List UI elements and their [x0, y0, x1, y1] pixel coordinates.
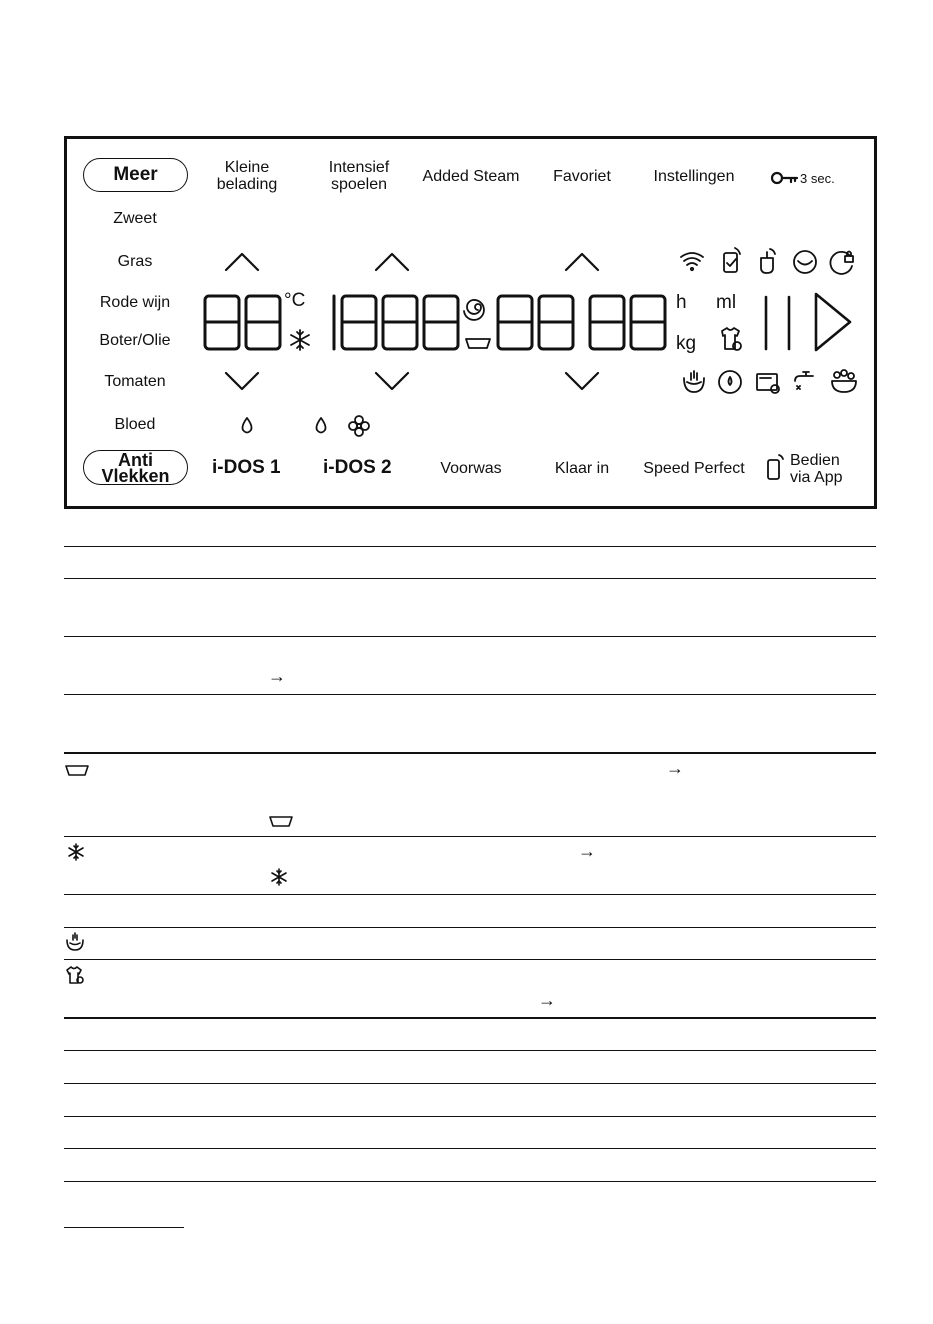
bedien-line1: Bedien	[790, 452, 840, 469]
table-arrow: →	[578, 841, 596, 861]
temp-unit: °C	[284, 290, 306, 311]
prewash-tub-icon	[66, 766, 88, 775]
kg-unit: kg	[676, 333, 697, 354]
favoriet-button[interactable]: Favoriet	[553, 168, 611, 185]
kleine-belading-line2: belading	[216, 176, 278, 193]
anti-vlekken-line2: Vlekken	[101, 466, 170, 486]
speed-perfect-button[interactable]: Speed Perfect	[643, 460, 745, 477]
meer-label: Meer	[113, 164, 158, 185]
intensief-spoelen-line2: spoelen	[330, 176, 388, 193]
bedien-line2: via App	[790, 469, 843, 486]
intensief-spoelen-line1: Intensief	[328, 159, 390, 176]
kleine-belading-line1: Kleine	[224, 159, 270, 176]
program-tomaten[interactable]: Tomaten	[104, 373, 166, 390]
snowflake-icon	[272, 869, 286, 885]
program-gras[interactable]: Gras	[117, 253, 153, 270]
program-zweet[interactable]: Zweet	[113, 210, 157, 227]
program-bloed[interactable]: Bloed	[114, 416, 156, 433]
hours-unit: h	[676, 292, 687, 313]
voorwas-button[interactable]: Voorwas	[440, 460, 502, 477]
shirt-icon	[67, 967, 83, 983]
added-steam-button[interactable]: Added Steam	[422, 168, 520, 185]
ml-unit: ml	[716, 292, 737, 313]
anti-vlekken-line1: Anti	[118, 450, 153, 470]
klaar-in-button[interactable]: Klaar in	[554, 460, 610, 477]
program-rode-wijn[interactable]: Rode wijn	[99, 294, 171, 311]
table-arrow: →	[666, 758, 684, 778]
table-arrow: →	[268, 666, 286, 686]
instellingen-button[interactable]: Instellingen	[653, 168, 735, 185]
steam-icon	[67, 933, 83, 950]
program-boter-olie[interactable]: Boter/Olie	[99, 332, 171, 349]
table-arrow: →	[538, 990, 556, 1010]
snowflake-icon	[69, 844, 83, 860]
key-lock-label[interactable]: 3 sec.	[800, 171, 835, 186]
idos2-button[interactable]: i-DOS 2	[323, 457, 392, 478]
prewash-tub-icon	[270, 817, 292, 826]
idos1-button[interactable]: i-DOS 1	[212, 457, 281, 478]
